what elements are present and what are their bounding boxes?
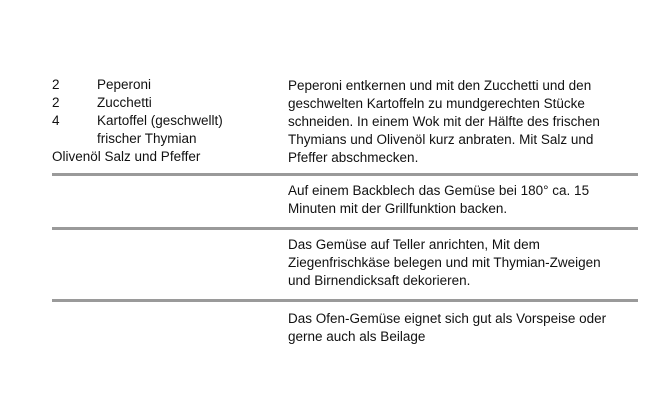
- ingredient-quantity: 2: [52, 77, 60, 92]
- step-line: Thymians und Olivenöl kurz anbraten. Mit Salz und: [288, 132, 594, 147]
- ingredient-item: [52, 94, 282, 112]
- ingredient-item: [52, 76, 282, 94]
- ingredient-item: [52, 130, 282, 148]
- recipe-row-2: [52, 176, 638, 227]
- step-line: schneiden. In einem Wok mit der Hälfte des frischen: [288, 114, 600, 129]
- step-line: Pfeffer abschmecken.: [288, 150, 419, 165]
- instruction-step-2: [288, 182, 628, 218]
- ingredient-item: [52, 112, 282, 130]
- ingredient-quantity: 2: [52, 95, 60, 110]
- step-line: und Birnendicksaft dekorieren.: [288, 273, 471, 288]
- ingredient-extra: Olivenöl Salz und Pfeffer: [52, 149, 201, 164]
- ingredient-name: frischer Thymian: [97, 131, 197, 146]
- ingredient-name: Zucchetti: [97, 95, 152, 110]
- step-line: Das Ofen-Gemüse eignet sich gut als Vorspeise oder: [288, 311, 607, 326]
- ingredient-quantity: 4: [52, 113, 60, 128]
- ingredient-quantity: [52, 130, 97, 148]
- step-line: gerne auch als Beilage: [288, 329, 426, 344]
- recipe-row-1: [52, 76, 638, 167]
- step-line: Peperoni entkernen und mit den Zucchetti und den: [288, 78, 592, 93]
- step-line: Minuten mit der Grillfunktion backen.: [288, 201, 508, 216]
- ingredient-list: [52, 76, 282, 166]
- step-line: geschwelten Kartoffeln zu mundgerechten Stücke: [288, 96, 585, 111]
- instruction-step-3: [288, 236, 628, 290]
- step-line: Ziegenfrischkäse belegen und mit Thymian-Zweigen: [288, 255, 601, 270]
- instruction-step-4: [288, 310, 628, 346]
- recipe-row-4: [52, 302, 638, 346]
- instruction-step-1: [288, 76, 628, 167]
- ingredient-name: Peperoni: [97, 77, 152, 92]
- step-line: Das Gemüse auf Teller anrichten, Mit dem: [288, 237, 540, 252]
- recipe-table: [52, 76, 638, 346]
- step-line: Auf einem Backblech das Gemüse bei 180° ca. 15: [288, 183, 590, 198]
- recipe-row-3: [52, 230, 638, 299]
- ingredient-name: Kartoffel (geschwellt): [97, 113, 223, 128]
